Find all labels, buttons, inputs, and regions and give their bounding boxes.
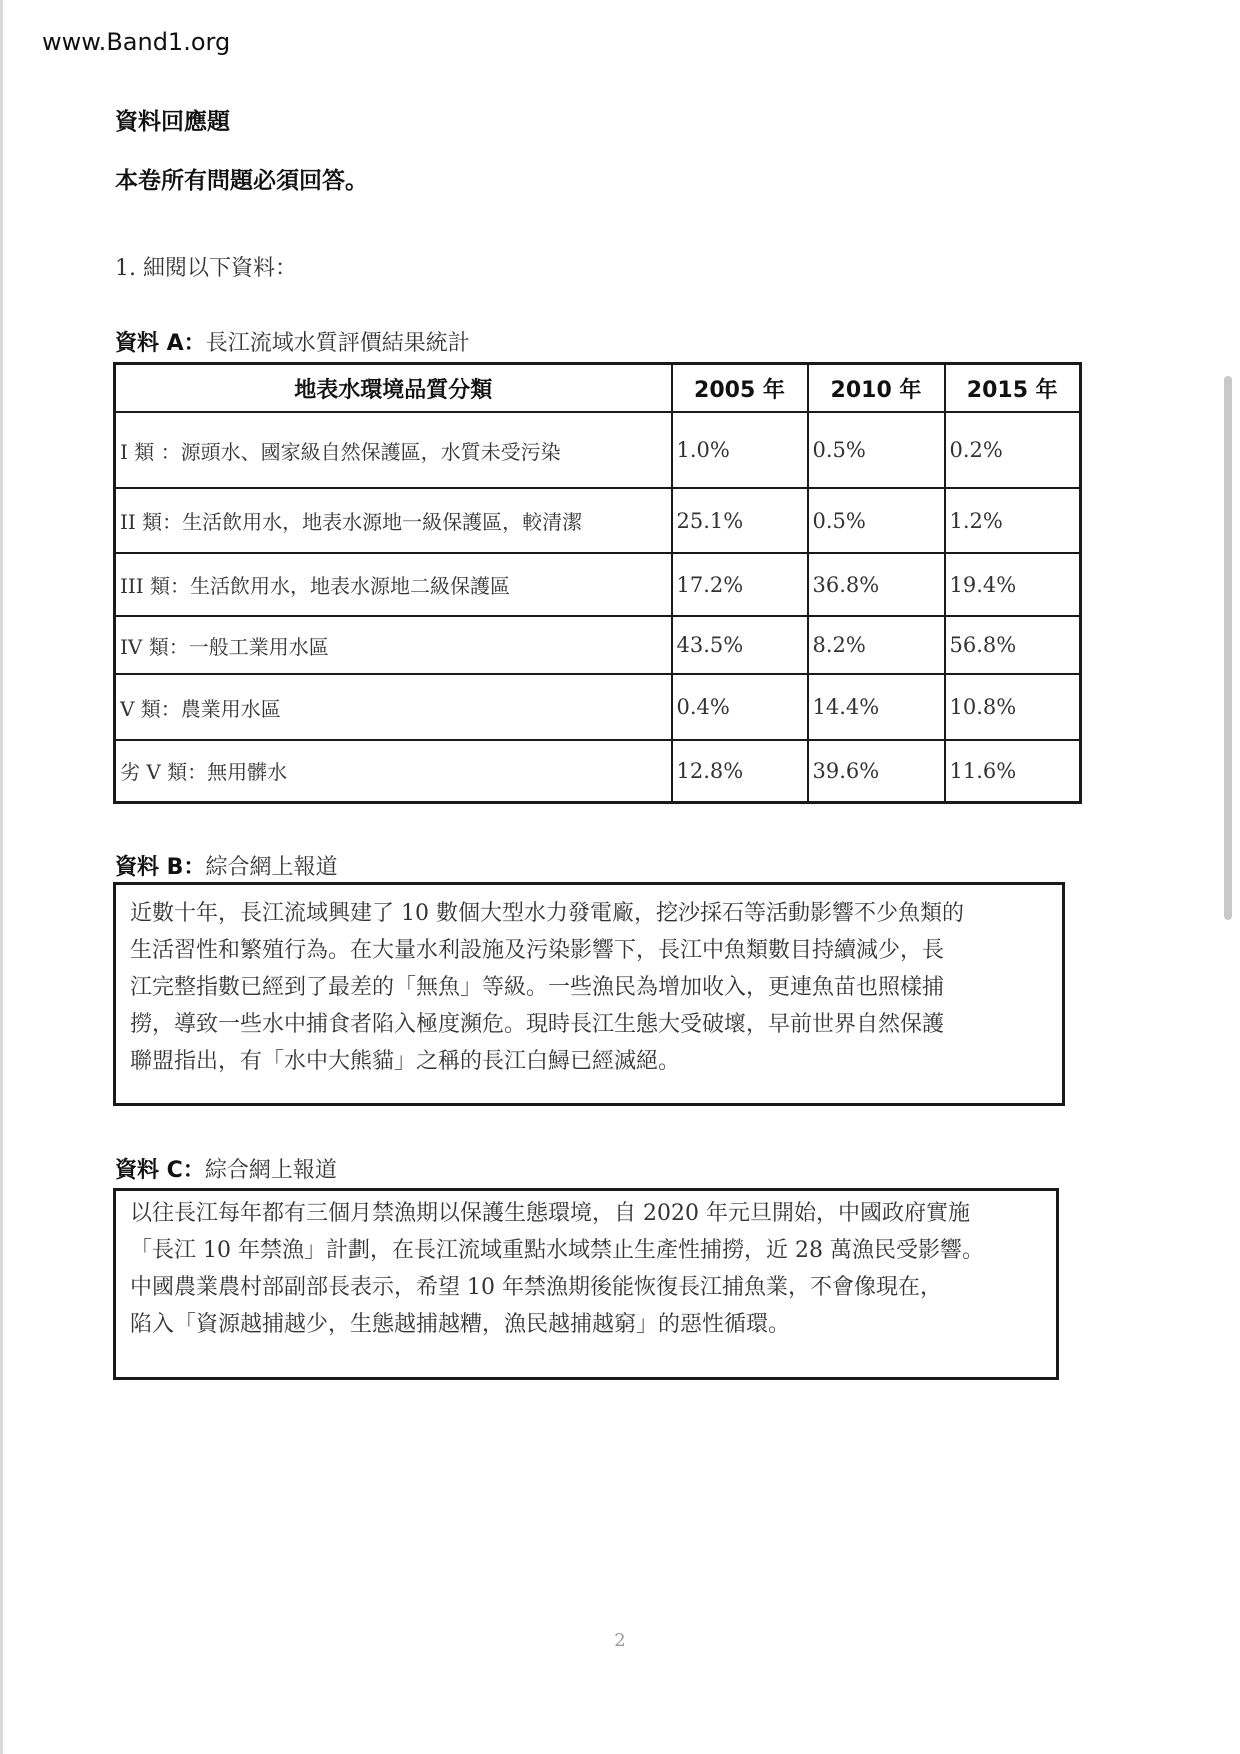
value-2005: 0.4% bbox=[672, 674, 808, 740]
value-2005: 25.1% bbox=[672, 488, 808, 553]
source-c-box bbox=[113, 1188, 1059, 1380]
category-cell: III 類：生活飲用水，地表水源地二級保護區 bbox=[115, 553, 672, 616]
header-2005: 2005 年 bbox=[672, 364, 808, 413]
header-2015: 2015 年 bbox=[945, 364, 1081, 413]
source-b-box bbox=[113, 882, 1065, 1106]
source-c-line: 「長江 10 年禁漁」計劃，在長江流域重點水域禁止生產性捕撈，近 28 萬漁民受影響。 bbox=[130, 1238, 984, 1263]
value-2015: 0.2% bbox=[945, 412, 1081, 488]
source-b-title: 綜合網上報道 bbox=[205, 855, 338, 880]
category-cell: IV 類：一般工業用水區 bbox=[115, 616, 672, 674]
source-b-heading bbox=[115, 850, 337, 881]
value-2015: 11.6% bbox=[945, 740, 1081, 802]
value-2005: 17.2% bbox=[672, 553, 808, 616]
source-a-title: 長江流域水質評價結果統計 bbox=[205, 331, 470, 356]
page-edge bbox=[0, 0, 3, 1754]
table-row bbox=[115, 740, 1081, 802]
source-c-title: 綜合網上報道 bbox=[204, 1158, 337, 1183]
table-row bbox=[115, 553, 1081, 616]
table-header-row bbox=[115, 364, 1081, 413]
header-category: 地表水環境品質分類 bbox=[115, 364, 672, 413]
source-a-label: 資料 A： bbox=[115, 331, 206, 356]
category-cell: I 類 ：源頭水、國家級自然保護區，水質未受污染 bbox=[115, 412, 672, 488]
source-b-label: 資料 B： bbox=[115, 855, 206, 880]
value-2010: 36.8% bbox=[808, 553, 945, 616]
category-cell: II 類：生活飲用水，地表水源地一級保護區，較清潔 bbox=[115, 488, 672, 553]
table-row bbox=[115, 674, 1081, 740]
value-2005: 43.5% bbox=[672, 616, 808, 674]
category-cell: 劣 V 類：無用髒水 bbox=[115, 740, 672, 802]
value-2015: 19.4% bbox=[945, 553, 1081, 616]
source-b-line: 江完整指數已經到了最差的「無魚」等級。一些漁民為增加收入，更連魚苗也照樣捕 bbox=[130, 975, 945, 1000]
instruction-text: 本卷所有問題必須回答。 bbox=[115, 168, 368, 194]
question-1: 1. 細閱以下資料： bbox=[115, 256, 297, 281]
source-b-line: 生活習性和繁殖行為。在大量水利設施及污染影響下，長江中魚類數目持續減少，長 bbox=[130, 938, 945, 963]
value-2015: 1.2% bbox=[945, 488, 1081, 553]
table-row bbox=[115, 412, 1081, 488]
header-2010: 2010 年 bbox=[808, 364, 945, 413]
value-2010: 39.6% bbox=[808, 740, 945, 802]
value-2015: 56.8% bbox=[945, 616, 1081, 674]
section-title: 資料回應題 bbox=[115, 109, 230, 135]
site-watermark: www.Band1.org bbox=[42, 28, 231, 56]
value-2010: 0.5% bbox=[808, 412, 945, 488]
source-b-line: 聯盟指出，有「水中大熊貓」之稱的長江白鱘已經滅絕。 bbox=[130, 1049, 681, 1074]
value-2010: 14.4% bbox=[808, 674, 945, 740]
value-2010: 8.2% bbox=[808, 616, 945, 674]
table-row bbox=[115, 488, 1081, 553]
water-quality-table bbox=[113, 362, 1082, 804]
source-b-line: 近數十年，長江流域興建了 10 數個大型水力發電廠，挖沙採石等活動影響不少魚類的 bbox=[130, 901, 964, 926]
value-2005: 12.8% bbox=[672, 740, 808, 802]
source-c-line: 陷入「資源越捕越少，生態越捕越糟，漁民越捕越窮」的惡性循環。 bbox=[130, 1312, 791, 1337]
value-2005: 1.0% bbox=[672, 412, 808, 488]
category-cell: V 類：農業用水區 bbox=[115, 674, 672, 740]
value-2015: 10.8% bbox=[945, 674, 1081, 740]
scrollbar-thumb[interactable] bbox=[1224, 376, 1232, 920]
source-c-line: 中國農業農村部副部長表示，希望 10 年禁漁期後能恢復長江捕魚業，不會像現在， bbox=[130, 1275, 942, 1300]
value-2010: 0.5% bbox=[808, 488, 945, 553]
source-b-line: 撈，導致一些水中捕食者陷入極度瀕危。現時長江生態大受破壞，早前世界自然保護 bbox=[130, 1012, 945, 1037]
source-c-label: 資料 C： bbox=[115, 1158, 205, 1183]
table-row bbox=[115, 616, 1081, 674]
source-a-heading bbox=[115, 326, 470, 357]
source-c-heading bbox=[115, 1153, 337, 1184]
source-c-line: 以往長江每年都有三個月禁漁期以保護生態環境，自 2020 年元旦開始，中國政府實施 bbox=[130, 1201, 970, 1226]
page-number: 2 bbox=[614, 1630, 626, 1651]
